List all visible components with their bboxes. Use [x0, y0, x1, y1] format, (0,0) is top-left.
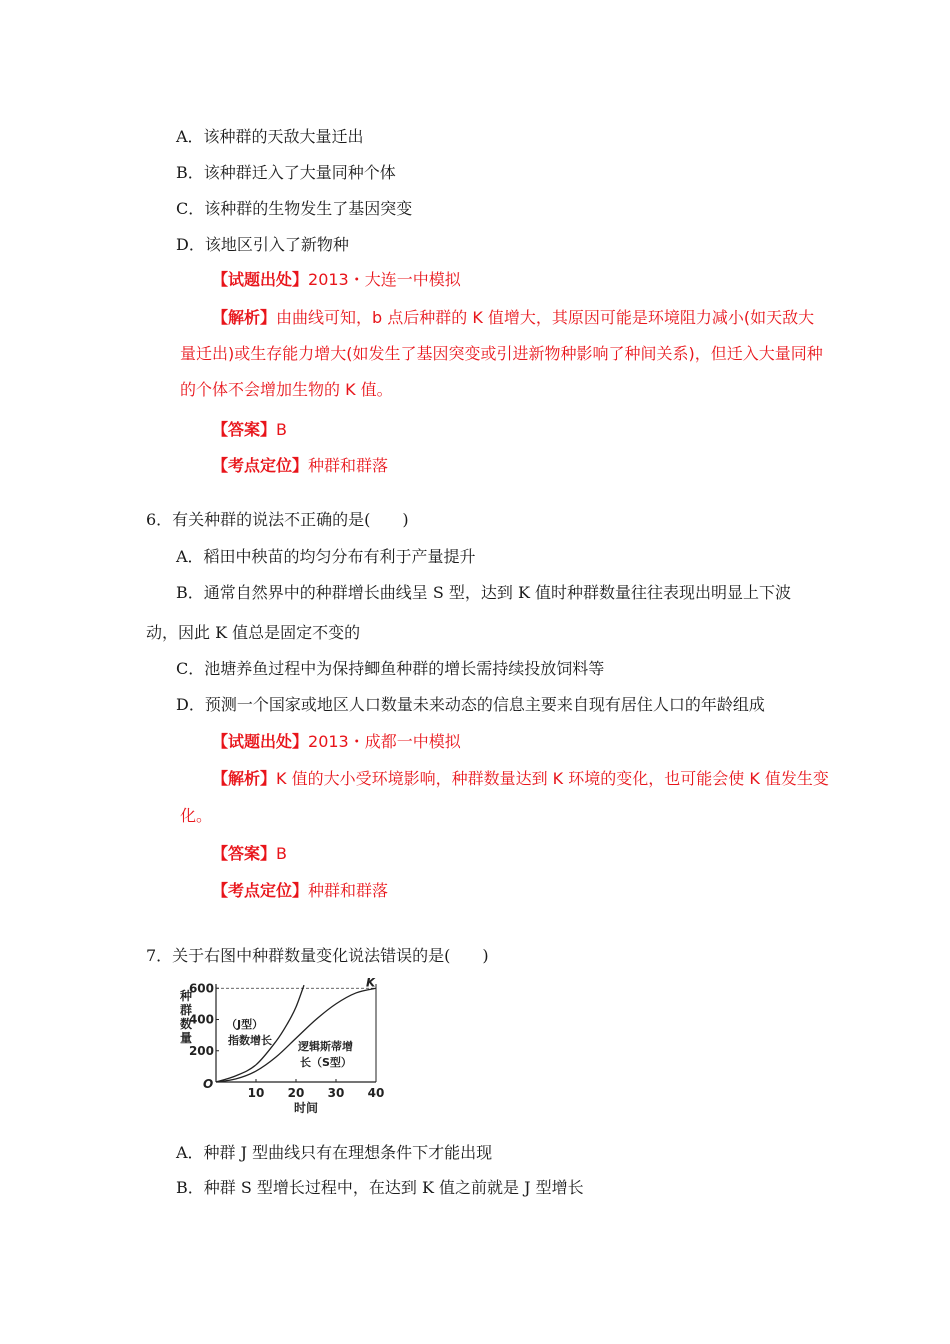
q6-topic	[212, 880, 388, 902]
q6-option-a: A．稻田中秧苗的均匀分布有利于产量提升	[176, 547, 476, 566]
analysis-tag: 【解析】	[212, 308, 277, 327]
topic-tag: 【考点定位】	[212, 881, 309, 900]
k-label: K	[366, 978, 376, 990]
source-text: 2013・成都一中模拟	[308, 732, 461, 751]
q6-option-d: D．预测一个国家或地区人口数量未来动态的信息主要来自现有居住人口的年龄组成	[176, 695, 765, 714]
q5-source	[212, 269, 461, 291]
source-tag: 【试题出处】	[212, 732, 309, 751]
q6-answer	[212, 843, 287, 865]
q6-stem: 6．有关种群的说法不正确的是( )	[146, 510, 409, 529]
population-growth-chart	[170, 978, 400, 1118]
q5-option-a: A．该种群的天敌大量迁出	[176, 127, 364, 146]
topic-tag: 【考点定位】	[212, 456, 309, 475]
x-tick-label: 30	[327, 1086, 345, 1100]
series-s-label-2: 长（S型）	[300, 1056, 352, 1069]
analysis-text: K 值的大小受环境影响，种群数量达到 K 环境的变化，也可能会使 K 值发生变	[276, 769, 829, 788]
x-tick-label: 40	[367, 1086, 385, 1100]
q6-analysis-line2: 化。	[180, 806, 213, 825]
q7-option-a: A．种群 J 型曲线只有在理想条件下才能出现	[176, 1143, 493, 1162]
source-tag: 【试题出处】	[212, 270, 309, 289]
y-tick-label: 600	[188, 981, 214, 996]
q7-option-b: B．种群 S 型增长过程中，在达到 K 值之前就是 J 型增长	[176, 1178, 584, 1197]
x-tick-label: 10	[247, 1086, 265, 1100]
q6-option-b-cont: 动，因此 K 值总是固定不变的	[146, 623, 361, 642]
q6-analysis-line1	[212, 768, 829, 790]
y-axis-label: 种群数量	[180, 989, 193, 1045]
answer-tag: 【答案】	[212, 420, 277, 439]
topic-text: 种群和群落	[308, 456, 389, 475]
topic-text: 种群和群落	[308, 881, 389, 900]
source-text: 2013・大连一中模拟	[308, 270, 461, 289]
q5-analysis-line3: 的个体不会增加生物的 K 值。	[180, 380, 393, 399]
q5-analysis-line1	[212, 307, 814, 329]
analysis-text: 由曲线可知，b 点后种群的 K 值增大，其原因可能是环境阻力减小(如天敌大	[276, 308, 815, 327]
series-j-label-1: （J型）	[226, 1018, 264, 1031]
q6-option-b: B．通常自然界中的种群增长曲线呈 S 型，达到 K 值时种群数量往往表现出明显上下波	[176, 583, 792, 602]
q7-stem: 7．关于右图中种群数量变化说法错误的是( )	[146, 946, 489, 965]
x-axis-label: 时间	[294, 1101, 319, 1115]
answer-text: B	[276, 420, 287, 439]
q5-option-b: B．该种群迁入了大量同种个体	[176, 163, 396, 182]
series-s-label-1: 逻辑斯蒂增	[298, 1040, 353, 1053]
answer-text: B	[276, 844, 287, 863]
q5-answer	[212, 419, 287, 441]
y-tick-label: 200	[188, 1043, 214, 1058]
answer-tag: 【答案】	[212, 844, 277, 863]
analysis-tag: 【解析】	[212, 769, 277, 788]
q5-analysis-line2: 量迁出)或生存能力增大(如发生了基因突变或引进新物种影响了种间关系)，但迁入大量同种	[180, 344, 823, 363]
x-tick-label: 20	[287, 1086, 305, 1100]
series-j-label-2: 指数增长	[228, 1034, 272, 1047]
q6-option-c: C．池塘养鱼过程中为保持鲫鱼种群的增长需持续投放饲料等	[176, 659, 605, 678]
origin-label: O	[203, 1077, 214, 1091]
y-tick-label: 400	[188, 1012, 214, 1027]
q5-option-d: D．该地区引入了新物种	[176, 235, 349, 254]
q6-source	[212, 731, 461, 753]
q5-topic	[212, 455, 388, 477]
q5-option-c: C．该种群的生物发生了基因突变	[176, 199, 413, 218]
